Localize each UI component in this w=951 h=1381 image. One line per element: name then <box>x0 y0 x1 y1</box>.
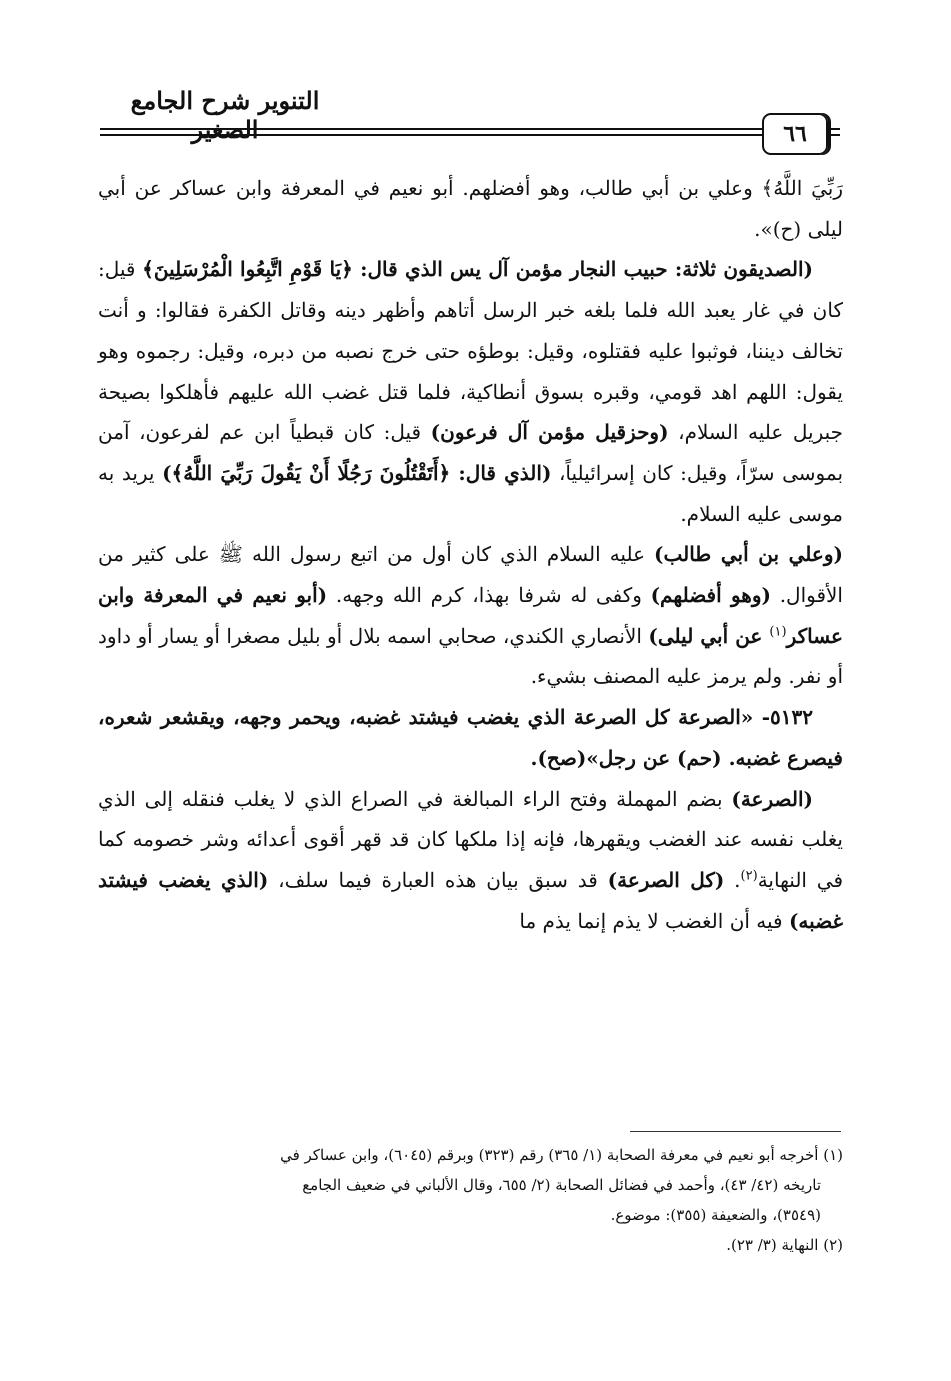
header-rule <box>828 128 840 130</box>
main-text <box>98 168 843 941</box>
matn-text: عن أبي ليلى) <box>648 623 770 648</box>
commentary-text: . <box>724 867 741 892</box>
footnote-ref[interactable]: (٢) <box>740 868 758 884</box>
page-number: ٦٦ <box>762 113 828 155</box>
matn-text: (الصديقون ثلاثة: حبيب النجار مؤمن آل يس الذي قال: ﴿يَا قَوْمِ اتَّبِعُوا الْمُرْسَلِينَ﴾ <box>142 257 813 282</box>
commentary-text: الأنصاري الكندي، صحابي اسمه بلال أو بليل مصغرا أو يسار أو داود أو نفر. ولم يرمز عليه المصنف بشيء. <box>98 623 843 689</box>
footnote-2: (٢) النهاية (٣/ ٢٣). <box>726 1236 843 1254</box>
header-rule <box>100 128 762 130</box>
footnote-separator <box>630 1131 841 1132</box>
commentary-text: بضم المهملة وفتح الراء المبالغة في الصراع الذي لا يغلب فنقله إلى الذي يغلب نفسه عند الغضب ويقهرها، فإنه إذا ملكها كان قد قهر أقوى أعدائه وشر خصومه كما في النهاية <box>98 786 844 892</box>
paragraph <box>98 249 843 534</box>
header-rule <box>828 134 840 136</box>
header-rule <box>100 134 762 136</box>
footnote-ref[interactable]: (١) <box>769 624 787 640</box>
book-title: التنوير شرح الجامع الصغير <box>130 86 320 144</box>
commentary-text: قيل: كان في غار يعبد الله فلما بلغه خبر الرسل أتاهم وأظهر دينه وقاتل الكفرة فقالوا: و أنت تخالف ديننا، فوثبوا عليه فقتلوه، وقيل: بوطؤه حتى خرج نصبه من دبره، وقيل: رجموه وهو يقول: اللهم اهد قومي، وقبره بسوق أنطاكية، فلما قتل غضب الله عليهم فأهلكوا بصيحة جبريل عليه السلام، <box>98 257 844 445</box>
footnote-1-cont: (٣٥٤٩)، والضعيفة (٣٥٥): موضوع. <box>610 1206 821 1224</box>
matn-text: (وعلي بن أبي طالب) <box>654 542 843 567</box>
paragraph: رَبِّيَ اللَّهُ﴾ وعلي بن أبي طالب، وهو أفضلهم. أبو نعيم في المعرفة وابن عساكر عن أبي ليلى (ح)». <box>98 176 843 241</box>
matn-text: (وحزقيل مؤمن آل فرعون) <box>430 420 669 445</box>
commentary-text: وكفى له شرفا بهذا، كرم الله وجهه. <box>327 583 651 608</box>
matn-text: (الصرعة) <box>731 786 813 811</box>
commentary-text: فيه أن الغضب لا يذم إنما يذم ما <box>519 908 789 933</box>
commentary-text: يريد به موسى عليه السلام. <box>98 460 843 526</box>
commentary-text: قد سبق بيان هذه العبارة فيما سلف، <box>268 867 608 892</box>
matn-text: (أبو نعيم في المعرفة وابن عساكر <box>98 583 843 648</box>
commentary-text: قيل: كان قبطياً ابن عم لفرعون، آمن بموسى سرّاً، وقيل: كان إسرائيلياً، <box>98 420 844 485</box>
hadith-text: ٥١٣٢- «الصرعة كل الصرعة الذي يغضب فيشتد غضبه، ويحمر وجهه، ويقشعر شعره، فيصرع غضبه. (حم) عن رجل»(صح). <box>98 705 843 770</box>
matn-text: (وهو أفضلهم) <box>650 583 771 608</box>
matn-text: (الذي قال: ﴿أَتَقْتُلُونَ رَجُلًا أَنْ يَقُولَ رَبِّيَ اللَّهُ﴾) <box>162 460 552 485</box>
footnote-1: (١) أخرجه أبو نعيم في معرفة الصحابة (١/ ٣٦٥) رقم (٣٢٣) وبرقم (٦٠٤٥)، وابن عساكر في <box>280 1146 843 1164</box>
footnote-1-cont: تاريخه (٤٢/ ٤٣)، وأحمد في فضائل الصحابة (٢/ ٦٥٥، وقال الألباني في ضعيف الجامع <box>302 1176 821 1194</box>
paragraph <box>98 779 843 942</box>
paragraph <box>98 534 843 697</box>
footnotes <box>98 1140 843 1260</box>
matn-text: (الذي يغضب فيشتد غضبه) <box>98 867 843 933</box>
commentary-text: عليه السلام الذي كان أول من اتبع رسول الله ﷺ على كثير من الأقوال. <box>98 542 843 608</box>
matn-text: (كل الصرعة) <box>607 867 725 892</box>
